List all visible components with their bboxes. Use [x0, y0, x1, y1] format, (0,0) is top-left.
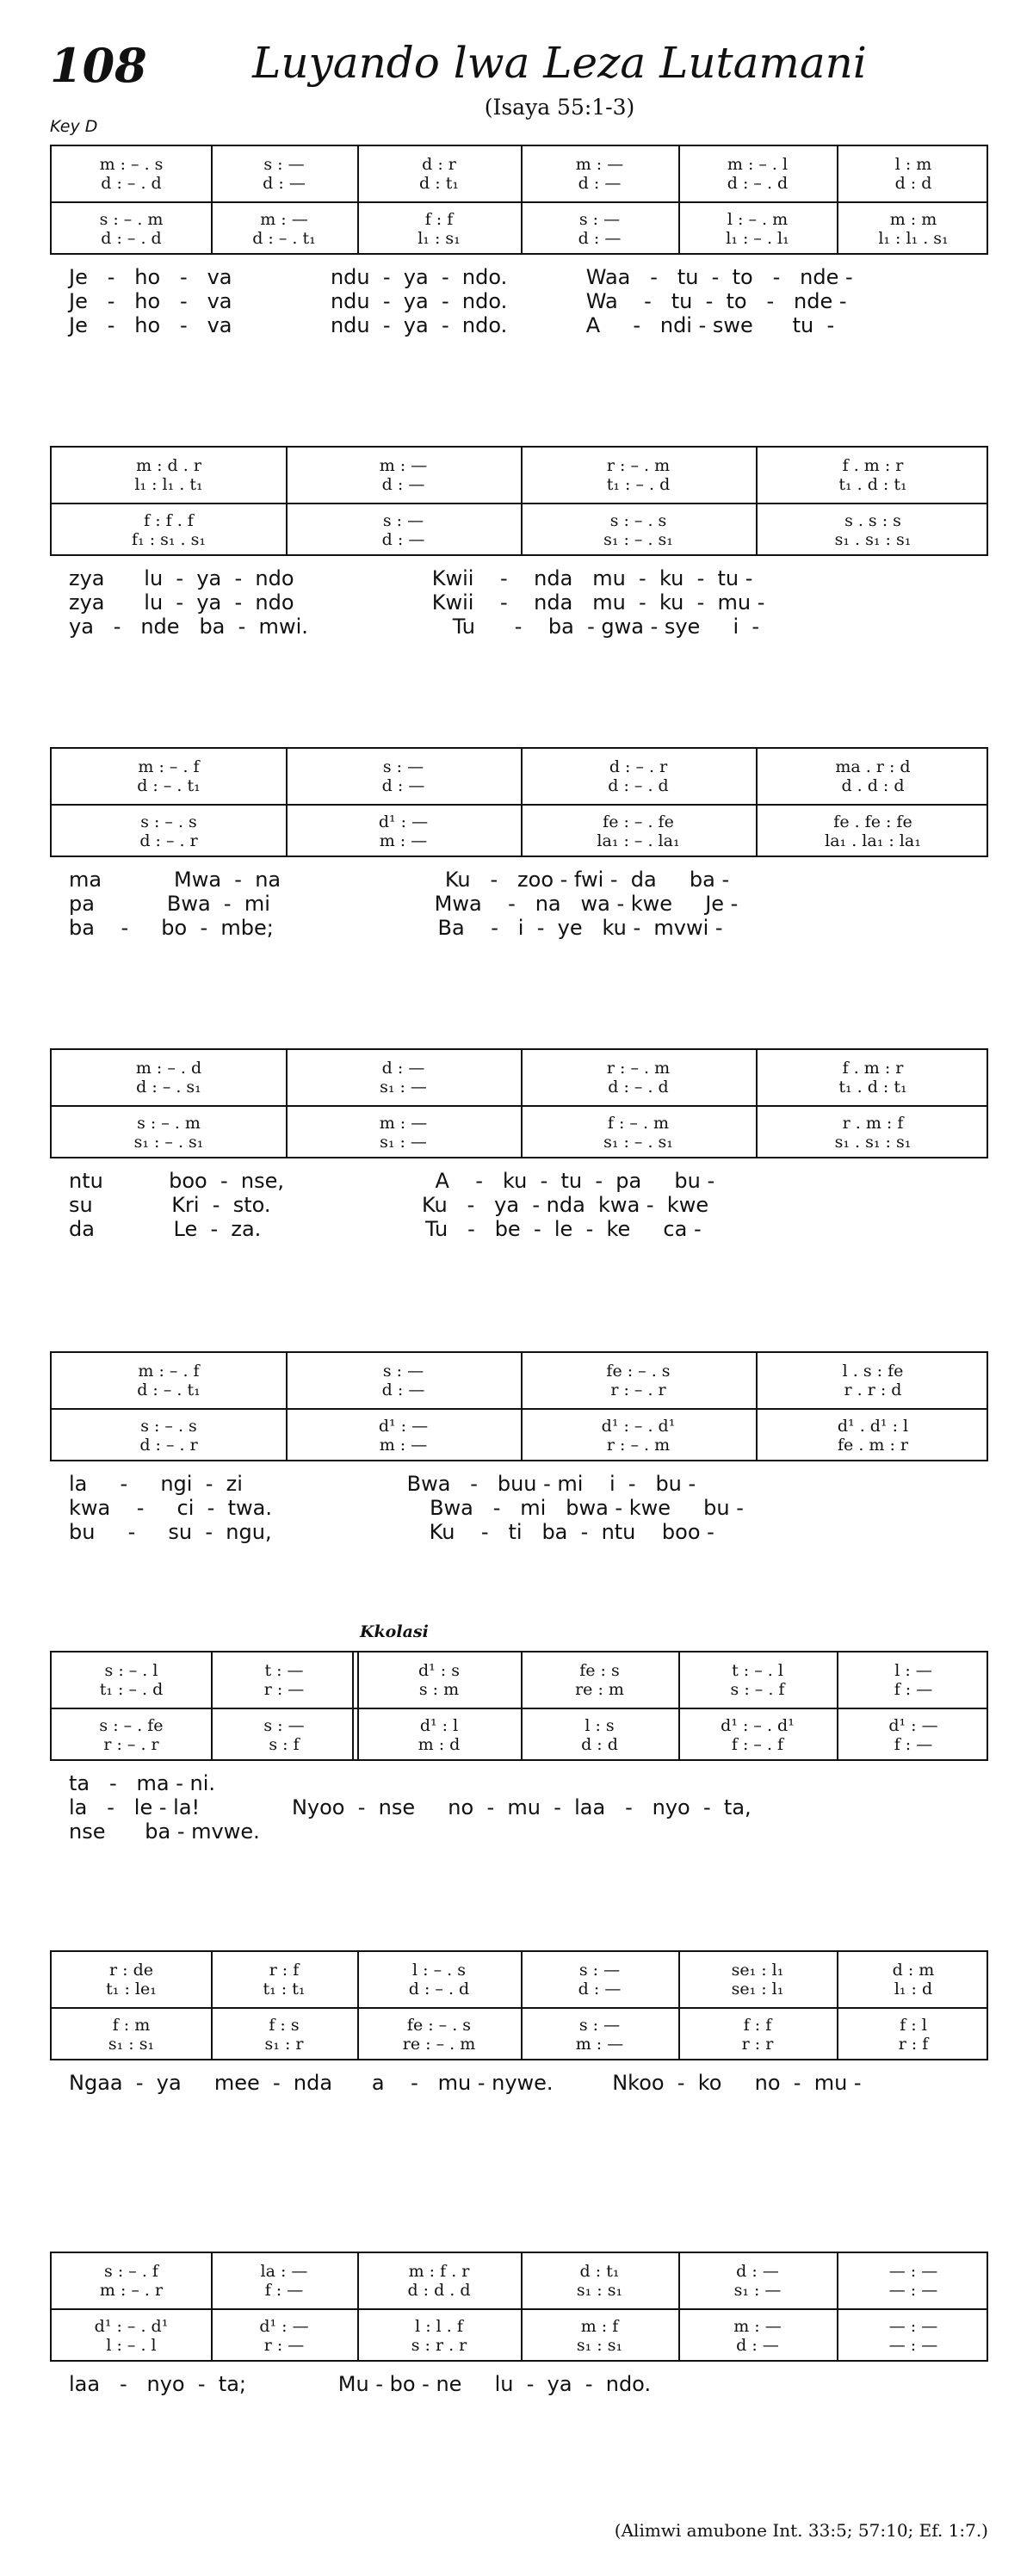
solfa-measure: d : —	[381, 475, 425, 494]
lyric-line: nse ba - mvwe.	[69, 1819, 260, 1844]
solfa-measure: d : r	[422, 155, 456, 174]
solfa-measure: d¹ : —	[888, 1716, 938, 1735]
solfa-measure: s : – . s	[140, 1417, 197, 1436]
solfa-measure: se₁ : l₁	[731, 1980, 784, 1998]
solfa-measure: fe : – . s	[606, 1362, 671, 1381]
solfa-measure: d¹ : —	[378, 812, 429, 831]
lyric-line: ya - nde ba - mwi. Tu - ba - gwa - sye i -	[69, 615, 760, 639]
solfa-measure: m : – . d	[135, 1059, 202, 1078]
solfa-measure: d : d . d	[407, 2281, 471, 2300]
lyric-line: Je - ho - va ndu - ya - ndo. Waa - tu - to - nde -	[69, 265, 853, 289]
solfa-measure: f : —	[264, 2281, 304, 2300]
staff-system	[50, 145, 988, 255]
solfa-measure: d¹ : —	[378, 1417, 429, 1436]
staff-system	[50, 1950, 988, 2060]
staff-system	[50, 1351, 988, 1461]
solfa-measure: s : r . r	[411, 2336, 467, 2355]
solfa-measure: d : m	[892, 1961, 935, 1980]
solfa-measure: r : – . r	[610, 1381, 666, 1399]
solfa-measure: s : —	[578, 1961, 621, 1980]
solfa-measure: la : —	[260, 2262, 308, 2281]
solfa-measure: t : —	[264, 1661, 304, 1680]
lyric-line: laa - nyo - ta; Mu - bo - ne lu - ya - ndo.	[69, 2372, 652, 2396]
solfa-measure: d : —	[736, 2262, 779, 2281]
solfa-measure: fe : – . fe	[603, 812, 674, 831]
solfa-measure: t : – . l	[732, 1661, 783, 1680]
solfa-measure: t₁ . d : t₁	[838, 475, 907, 494]
part-divider	[52, 201, 987, 203]
solfa-measure: s : —	[578, 2016, 621, 2035]
solfa-measure: fe : – . s	[406, 2016, 472, 2035]
solfa-measure: d : – . r	[609, 757, 668, 776]
solfa-measure: r : f	[269, 1961, 300, 1980]
solfa-measure: r . r : d	[844, 1381, 902, 1399]
solfa-measure: d : – . t₁	[137, 1381, 201, 1399]
lyric-line: Ngaa - ya mee - nda a - mu - nywe. Nkoo - ko no - mu -	[69, 2071, 862, 2095]
solfa-measure: l₁ : l₁ . s₁	[878, 229, 949, 248]
solfa-measure: r : – . m	[606, 1059, 671, 1078]
solfa-measure: l . s : fe	[842, 1362, 904, 1381]
staff-system	[50, 446, 988, 556]
solfa-measure: r : r	[741, 2035, 774, 2054]
part-divider	[52, 1105, 987, 1107]
solfa-measure: t₁ : le₁	[106, 1980, 157, 1998]
lyric-line: pa Bwa - mi Mwa - na wa - kwe Je -	[69, 892, 739, 916]
solfa-measure: d : —	[578, 1980, 622, 1998]
staff-system	[50, 2252, 988, 2362]
solfa-measure: f : – . f	[731, 1735, 784, 1754]
solfa-measure: s₁ : —	[733, 2281, 782, 2300]
solfa-measure: m : —	[260, 210, 308, 229]
solfa-measure: t₁ . d : t₁	[838, 1078, 907, 1096]
key-signature: Key D	[50, 117, 98, 136]
lyric-line: da Le - za. Tu - be - le - ke ca -	[69, 1217, 702, 1241]
solfa-measure: m : f . r	[408, 2262, 470, 2281]
solfa-measure: f : f	[424, 210, 454, 229]
solfa-measure: s₁ : s₁	[576, 2336, 623, 2355]
solfa-measure: la₁ : – . la₁	[597, 831, 680, 850]
solfa-measure: d : t₁	[579, 2262, 620, 2281]
solfa-measure: m : m	[889, 210, 937, 229]
solfa-measure: f : – . m	[607, 1114, 670, 1133]
solfa-measure: r : de	[109, 1961, 153, 1980]
staff-system	[50, 747, 988, 857]
solfa-measure: s₁ . s₁ : s₁	[834, 530, 912, 549]
solfa-measure: l : m	[894, 155, 932, 174]
solfa-measure: m : – . l	[727, 155, 789, 174]
solfa-measure: s₁ . s₁ : s₁	[834, 1133, 912, 1152]
solfa-measure: s₁ : —	[380, 1078, 427, 1096]
solfa-measure: s : —	[382, 757, 424, 776]
part-divider	[52, 804, 987, 806]
part-divider	[52, 2308, 987, 2310]
solfa-measure: s . s : s	[844, 511, 901, 530]
solfa-measure: s : —	[263, 1716, 305, 1735]
lyric-line: zya lu - ya - ndo Kwii - nda mu - ku - mu -	[69, 590, 765, 615]
lyric-line: zya lu - ya - ndo Kwii - nda mu - ku - tu -	[69, 566, 753, 590]
solfa-measure: s : – . f	[730, 1680, 785, 1699]
solfa-measure: — : —	[888, 2281, 938, 2300]
solfa-measure: l : – . s	[412, 1961, 466, 1980]
solfa-measure: m : – . f	[138, 1362, 200, 1381]
solfa-measure: m : – . r	[99, 2281, 164, 2300]
solfa-measure: f : l	[900, 2016, 927, 2035]
lyric-line: ma Mwa - na Ku - zoo - fwi - da ba -	[69, 868, 730, 892]
solfa-measure: d¹ : – . d¹	[94, 2317, 169, 2336]
solfa-measure: f₁ : s₁ . s₁	[132, 530, 206, 549]
solfa-measure: d¹ : l	[419, 1716, 459, 1735]
solfa-measure: f . m : r	[842, 1059, 904, 1078]
solfa-measure: r : – . m	[606, 456, 671, 475]
solfa-measure: m : —	[575, 2035, 624, 2054]
solfa-measure: l₁ : s₁	[418, 229, 461, 248]
solfa-measure: s₁ : —	[380, 1133, 427, 1152]
solfa-measure: d : – . d	[408, 1980, 470, 1998]
solfa-measure: s : – . fe	[99, 1716, 164, 1735]
solfa-measure: m : d . r	[136, 456, 201, 475]
solfa-measure: d¹ : – . d¹	[601, 1417, 676, 1436]
solfa-measure: d : d	[581, 1735, 618, 1754]
lyric-line: ba - bo - mbe; Ba - i - ye ku - mvwi -	[69, 916, 723, 940]
solfa-measure: d¹ : s	[418, 1661, 460, 1680]
solfa-measure: d : —	[381, 1381, 425, 1399]
solfa-measure: t₁ : t₁	[263, 1980, 306, 1998]
solfa-measure: l : s	[585, 1716, 615, 1735]
solfa-measure: t₁ : – . d	[606, 475, 671, 494]
solfa-measure: f : f	[743, 2016, 772, 2035]
solfa-measure: m : —	[733, 2317, 782, 2336]
part-divider	[52, 503, 987, 504]
solfa-measure: — : —	[888, 2317, 938, 2336]
solfa-measure: l : l . f	[415, 2317, 463, 2336]
lyric-line: su Kri - sto. Ku - ya - nda kwa - kwe	[69, 1193, 709, 1217]
solfa-measure: d : – . d	[101, 229, 162, 248]
solfa-measure: d : – . d	[608, 1078, 669, 1096]
part-divider	[52, 1408, 987, 1410]
solfa-measure: m : d	[418, 1735, 461, 1754]
solfa-measure: d : – . r	[139, 1436, 198, 1455]
chorus-label: Kkolasi	[360, 1622, 429, 1641]
solfa-measure: s : – . s	[140, 812, 197, 831]
solfa-measure: d : —	[263, 174, 306, 193]
solfa-measure: s : – . m	[137, 1114, 201, 1133]
solfa-measure: d : – . s₁	[136, 1078, 201, 1096]
lyric-line: ta - ma - ni.	[69, 1771, 216, 1795]
solfa-measure: r . m : f	[842, 1114, 904, 1133]
footnote: (Alimwi amubone Int. 33:5; 57:10; Ef. 1:7.)	[614, 2520, 988, 2541]
lyric-line: ntu boo - nse, A - ku - tu - pa bu -	[69, 1169, 715, 1193]
solfa-measure: d : —	[578, 174, 622, 193]
solfa-measure: d : – . d	[101, 174, 162, 193]
solfa-measure: s : – . l	[104, 1661, 158, 1680]
solfa-measure: l : – . m	[727, 210, 789, 229]
solfa-measure: s : —	[382, 1362, 424, 1381]
solfa-measure: s₁ : r	[264, 2035, 304, 2054]
solfa-measure: l₁ : d	[894, 1980, 933, 1998]
lyric-line: Je - ho - va ndu - ya - ndo. Wa - tu - to - nde -	[69, 289, 847, 313]
solfa-measure: d : —	[381, 530, 425, 549]
solfa-measure: d : – . t₁	[137, 776, 201, 795]
solfa-measure: t₁ : – . d	[99, 1680, 164, 1699]
solfa-measure: s : —	[263, 155, 305, 174]
staff-system	[50, 1651, 988, 1761]
solfa-measure: fe : s	[579, 1661, 620, 1680]
solfa-measure: m : —	[575, 155, 624, 174]
solfa-measure: f : —	[894, 1680, 933, 1699]
solfa-measure: f : —	[894, 1735, 933, 1754]
staff-system	[50, 1048, 988, 1158]
lyric-line: kwa - ci - twa. Bwa - mi bwa - kwe bu -	[69, 1496, 744, 1520]
solfa-measure: s : —	[578, 210, 621, 229]
solfa-measure: f : f . f	[144, 511, 194, 530]
solfa-measure: f : s	[269, 2016, 300, 2035]
solfa-measure: s₁ : s₁	[576, 2281, 623, 2300]
solfa-measure: d¹ : – . d¹	[721, 1716, 795, 1735]
solfa-measure: se₁ : l₁	[731, 1961, 784, 1980]
solfa-measure: ma . r : d	[835, 757, 911, 776]
solfa-measure: m : f	[580, 2317, 619, 2336]
solfa-measure: s : – . s	[609, 511, 667, 530]
solfa-measure: m : – . s	[99, 155, 164, 174]
solfa-measure: l₁ : l₁ . t₁	[134, 475, 203, 494]
solfa-measure: r : – . r	[103, 1735, 159, 1754]
solfa-measure: l : – . l	[106, 2336, 157, 2355]
lyric-line: Je - ho - va ndu - ya - ndo. A - ndi - swe tu -	[69, 313, 835, 337]
solfa-measure: s₁ : – . s₁	[603, 530, 673, 549]
solfa-measure: s : m	[418, 1680, 460, 1699]
solfa-measure: m : —	[379, 1114, 428, 1133]
hymn-number: 108	[50, 38, 147, 93]
solfa-measure: d : —	[578, 229, 622, 248]
solfa-measure: m : – . f	[138, 757, 200, 776]
solfa-measure: r : —	[263, 1680, 305, 1699]
part-divider	[52, 2007, 987, 2009]
solfa-measure: d : – . d	[727, 174, 789, 193]
solfa-measure: f : m	[112, 2016, 151, 2035]
solfa-measure: f . m : r	[842, 456, 904, 475]
scripture-reference: (Isaya 55:1-3)	[484, 95, 635, 120]
solfa-measure: re : m	[575, 1680, 624, 1699]
solfa-measure: r : —	[263, 2336, 305, 2355]
solfa-measure: s : f	[269, 1735, 300, 1754]
solfa-measure: fe . m : r	[838, 1436, 908, 1455]
solfa-measure: — : —	[888, 2336, 938, 2355]
solfa-measure: d . d : d	[841, 776, 905, 795]
lyric-line: bu - su - ngu, Ku - ti ba - ntu boo -	[69, 1520, 714, 1544]
solfa-measure: r : – . m	[606, 1436, 671, 1455]
part-divider	[52, 1708, 987, 1709]
lyric-line: la - le - la! Nyoo - nse no - mu - laa - nyo - ta,	[69, 1795, 752, 1819]
solfa-measure: m : —	[379, 1436, 428, 1455]
solfa-measure: d : t₁	[419, 174, 459, 193]
lyric-line: la - ngi - zi Bwa - buu - mi i - bu -	[69, 1472, 696, 1496]
solfa-measure: l₁ : – . l₁	[726, 229, 789, 248]
solfa-measure: d¹ . d¹ : l	[837, 1417, 909, 1436]
solfa-measure: re : – . m	[402, 2035, 476, 2054]
solfa-measure: d : d	[894, 174, 932, 193]
solfa-measure: r : f	[898, 2035, 929, 2054]
solfa-measure: d : – . t₁	[252, 229, 316, 248]
solfa-measure: s₁ : s₁	[108, 2035, 155, 2054]
solfa-measure: s : – . f	[104, 2262, 158, 2281]
solfa-measure: fe . fe : fe	[833, 812, 912, 831]
solfa-measure: d : —	[736, 2336, 779, 2355]
solfa-measure: s : – . m	[99, 210, 164, 229]
solfa-measure: m : —	[379, 831, 428, 850]
solfa-measure: m : —	[379, 456, 428, 475]
solfa-measure: la₁ . la₁ : la₁	[825, 831, 921, 850]
solfa-measure: s : —	[382, 511, 424, 530]
solfa-measure: d : —	[381, 776, 425, 795]
solfa-measure: s₁ : – . s₁	[133, 1133, 204, 1152]
solfa-measure: l : —	[894, 1661, 932, 1680]
solfa-measure: d : – . r	[139, 831, 198, 850]
solfa-measure: d : – . d	[608, 776, 669, 795]
solfa-measure: d : —	[381, 1059, 425, 1078]
solfa-measure: — : —	[888, 2262, 938, 2281]
hymn-title: Luyando lwa Leza Lutamani	[252, 38, 867, 88]
solfa-measure: s₁ : – . s₁	[603, 1133, 673, 1152]
solfa-measure: d¹ : —	[259, 2317, 309, 2336]
